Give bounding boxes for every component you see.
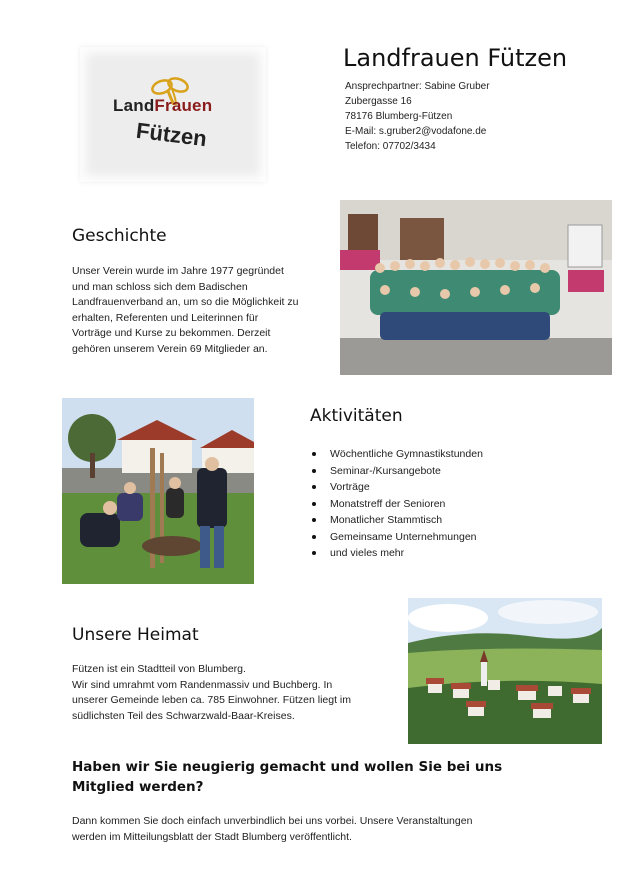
home-line: Fützen ist ein Stadtteil von Blumberg. (72, 663, 246, 675)
contact-city: 78176 Blumberg-Fützen (345, 111, 453, 122)
list-item: Wöchentliche Gymnastikstunden (310, 446, 550, 463)
cta-text (72, 814, 542, 845)
page-title: Landfrauen Fützen (343, 44, 568, 72)
list-item: Vorträge (310, 479, 550, 496)
landfrauen-logo (80, 47, 266, 182)
history-line: Unser Verein wurde im Jahre 1977 gegründet (72, 265, 284, 277)
contact-email: E-Mail: s.gruber2@vodafone.de (345, 126, 487, 137)
list-item: Seminar-/Kursangebote (310, 463, 550, 480)
logo-text-line2: Fützen (134, 117, 209, 152)
logo-text-line1: LandFrauen (113, 96, 213, 115)
cta-line: Dann kommen Sie doch einfach unverbindlich bei uns vorbei. Unsere Veranstaltungen (72, 815, 473, 827)
cta-line: werden im Mitteilungsblatt der Stadt Blumberg veröffentlicht. (72, 830, 352, 843)
home-text (72, 662, 392, 724)
activities-heading: Aktivitäten (310, 406, 403, 426)
contact-person: Ansprechpartner: Sabine Gruber (345, 81, 490, 92)
home-line: südlichsten Teil des Schwarzwald-Baar-Kreises. (72, 709, 295, 722)
history-text (72, 264, 342, 357)
list-item: Monatlicher Stammtisch (310, 512, 550, 529)
list-item: und vieles mehr (310, 545, 550, 562)
history-line: erhalten, Referenten und Leiterinnen für (72, 311, 259, 324)
home-line: Wir sind umrahmt vom Randenmassiv und Buchberg. In (72, 678, 333, 691)
history-heading: Geschichte (72, 226, 167, 246)
list-item: Monatstreff der Senioren (310, 496, 550, 513)
history-line: Landfrauenverband an, um so die Möglichkeit zu (72, 296, 299, 308)
cta-heading: Haben wir Sie neugierig gemacht und wollen Sie bei uns Mitglied werden? (72, 759, 503, 795)
list-item: Gemeinsame Unternehmungen (310, 529, 550, 546)
group-photo (340, 200, 612, 375)
contact-block (345, 79, 490, 154)
activities-list (310, 446, 550, 562)
home-heading: Unsere Heimat (72, 625, 199, 645)
home-line: unserer Gemeinde leben ca. 785 Einwohner. Fützen liegt im (72, 694, 351, 706)
history-line: gehören unserem Verein 69 Mitglieder an. (72, 342, 268, 355)
history-line: Vorträge und Kurse zu bekommen. Derzeit (72, 327, 271, 339)
contact-phone: Telefon: 07702/3434 (345, 141, 436, 152)
planting-photo (62, 398, 254, 584)
history-line: und man schloss sich dem Badischen (72, 280, 248, 293)
village-photo (408, 598, 602, 744)
contact-street: Zubergasse 16 (345, 96, 412, 107)
